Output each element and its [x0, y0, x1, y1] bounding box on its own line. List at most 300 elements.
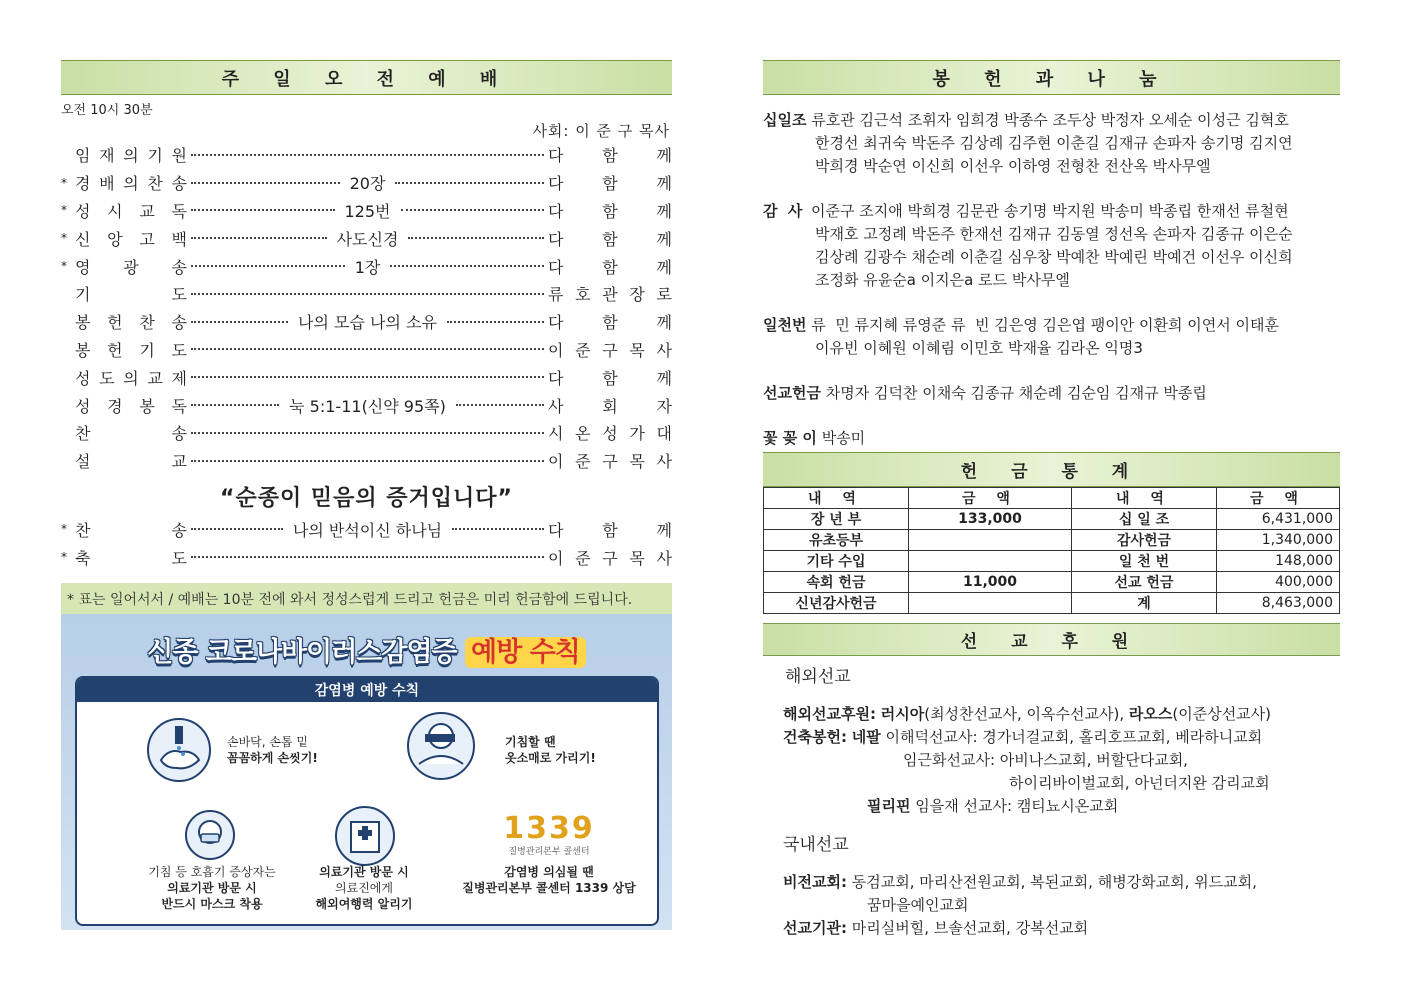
order-who [548, 171, 672, 194]
order-name-char: 고 [139, 229, 155, 249]
poster-card-title: 감염병 예방 수칙 [77, 678, 657, 702]
order-who-char: 목 [629, 548, 645, 568]
tip-callcenter [449, 812, 649, 896]
thanks-line-3: 김상례 김광수 채순례 이춘길 심우창 박예찬 박예린 박예건 이선우 이신희 [815, 248, 1293, 266]
order-who-char: 준 [575, 340, 591, 360]
build-nepal: 네팔 [851, 728, 881, 746]
build-label: 건축봉헌: [783, 728, 847, 746]
stats-cell: 선교 헌금 [1072, 572, 1217, 593]
thanks-line-2: 박재호 고정례 박돈주 한재선 김재규 김동열 정선옥 손파자 김종규 이은순 [815, 225, 1293, 243]
order-who-char: 온 [575, 424, 591, 444]
dot-leader [191, 237, 327, 239]
order-who-char: 함 [602, 368, 618, 388]
order-who-char: 함 [602, 257, 618, 277]
order-detail-text: 나의 반석이신 하나님 [292, 520, 443, 540]
build-line-2: 임근화선교사: 아비나스교회, 버할단다교회, [903, 751, 1188, 769]
order-who-char: 시 [548, 424, 564, 444]
order-row [61, 169, 672, 197]
order-name-char: 앙 [107, 229, 123, 249]
stats-row [764, 530, 1340, 551]
stats-header-cell: 내 역 [1072, 488, 1217, 509]
stats-cell: 400,000 [1217, 572, 1340, 593]
stats-cell: 유초등부 [764, 530, 909, 551]
order-detail [187, 556, 548, 558]
order-star: * [61, 175, 67, 190]
order-star: * [61, 522, 67, 537]
order-who-char: 사 [548, 396, 564, 416]
order-name-char: 신 [75, 229, 91, 249]
order-name-char: 시 [107, 201, 123, 221]
build-phil: 필리핀 [867, 797, 911, 815]
order-who-char: 목 [629, 452, 645, 472]
order-who-char: 다 [548, 257, 564, 277]
dot-leader [452, 528, 544, 530]
order-who-char: 구 [602, 548, 618, 568]
order-name-char: 의 [123, 146, 139, 166]
stats-row [764, 593, 1340, 614]
order-list-closing [61, 516, 672, 572]
order-who-char: 다 [548, 313, 564, 333]
dot-leader [447, 321, 544, 323]
order-name-char: 성 [75, 201, 91, 221]
order-who-char: 사 [656, 452, 672, 472]
order-name-char: 설 [75, 452, 91, 472]
order-name-char: 의 [123, 174, 139, 194]
order-who-char: 다 [548, 146, 564, 166]
tip-mask [137, 864, 287, 912]
dot-leader [390, 265, 544, 267]
order-name-char: 찬 [147, 174, 163, 194]
order-name [75, 421, 187, 444]
order-name-char: 봉 [75, 313, 91, 333]
dot-leader [191, 404, 279, 406]
support-title: 선 교 후 원 [763, 623, 1340, 656]
build-line-1: 이해덕선교사: 경가너걸교회, 홀리호프교회, 베라하니교회 [885, 728, 1263, 746]
order-name-char: 찬 [75, 424, 91, 444]
order-name-char: 원 [171, 146, 187, 166]
order-who-char: 다 [548, 201, 564, 221]
order-row [61, 252, 672, 280]
corona-poster [61, 614, 672, 930]
order-who-char: 성 [602, 424, 618, 444]
offering-title: 봉 헌 과 나 눔 [763, 60, 1340, 95]
order-detail [187, 227, 548, 250]
order-who-char: 준 [575, 452, 591, 472]
order-who [548, 143, 672, 166]
order-star: * [61, 203, 67, 218]
order-name-char: 축 [75, 548, 91, 568]
order-row [61, 363, 672, 391]
thousand-line-2: 이유빈 이혜원 이혜림 이민호 박재율 김라온 익명3 [815, 339, 1143, 357]
order-name [75, 310, 187, 333]
order-name-char: 헌 [107, 313, 123, 333]
overseas-support [783, 703, 1340, 726]
dot-leader [191, 321, 288, 323]
order-detail [187, 310, 548, 333]
tip-hospital-line3: 해외여행력 알리기 [315, 897, 413, 911]
stats-cell: 1,340,000 [1217, 530, 1340, 551]
order-who-char: 구 [602, 340, 618, 360]
order-detail-text: 사도신경 [336, 229, 399, 249]
order-row [61, 543, 672, 571]
stats-cell [909, 551, 1072, 572]
tithe-line-2: 한경선 최귀숙 박돈주 김상례 김주현 이춘길 김재규 손파자 송기명 김지연 [815, 134, 1293, 152]
order-who-char: 사 [656, 548, 672, 568]
dot-leader [191, 209, 335, 211]
dot-leader [191, 460, 544, 462]
order-name [75, 282, 187, 305]
order-who [548, 546, 672, 569]
thanks-label: 감 사 [763, 202, 803, 220]
order-star: * [61, 259, 67, 274]
order-who [548, 282, 672, 305]
order-who [548, 421, 672, 444]
order-who-char: 관 [602, 285, 618, 305]
order-name-char: 재 [99, 146, 115, 166]
order-row [61, 447, 672, 475]
order-name-char: 제 [171, 368, 187, 388]
callcenter-label: 질병관리본부 콜센터 [508, 847, 590, 857]
thanks-line-4: 조정화 유윤순a 이지은a 로드 박사무엘 [815, 271, 1070, 289]
order-name-char: 도 [171, 548, 187, 568]
overseas-title: 해외선교 [785, 667, 851, 687]
overseas-russia: 러시아 [880, 705, 925, 723]
build-philippines [867, 795, 1340, 818]
stats-cell [909, 593, 1072, 614]
order-name-char: 송 [171, 313, 187, 333]
stats-row [764, 572, 1340, 593]
order-detail [187, 171, 548, 194]
order-star: * [61, 550, 67, 565]
order-who-char: 께 [656, 368, 672, 388]
order-who-char: 함 [602, 229, 618, 249]
order-name-char: 경 [107, 396, 123, 416]
order-detail [187, 460, 548, 462]
order-who [548, 338, 672, 361]
stats-header-cell: 내 역 [764, 488, 909, 509]
dot-leader [408, 237, 544, 239]
order-who-char: 함 [602, 201, 618, 221]
order-name-char: 기 [139, 340, 155, 360]
order-who-char: 함 [602, 174, 618, 194]
order-name [75, 394, 187, 417]
order-detail [187, 376, 548, 378]
order-who-char: 사 [656, 340, 672, 360]
order-who-char: 께 [656, 257, 672, 277]
order-name-char: 독 [171, 396, 187, 416]
stats-cell: 133,000 [909, 509, 1072, 530]
build-support [783, 726, 1340, 749]
order-list [61, 141, 672, 475]
flower-list [763, 427, 1340, 450]
order-row [61, 280, 672, 308]
order-name-char: 찬 [75, 520, 91, 540]
handwash-icon [147, 718, 211, 782]
dot-leader [191, 528, 283, 530]
order-name [75, 338, 187, 361]
order-name [75, 546, 187, 569]
order-row [61, 141, 672, 169]
order-who-char: 께 [656, 229, 672, 249]
stats-cell: 기타 수입 [764, 551, 909, 572]
stats-cell: 6,431,000 [1217, 509, 1340, 530]
dot-leader [191, 154, 544, 156]
stats-cell: 속회 헌금 [764, 572, 909, 593]
offering-stats-table [763, 487, 1340, 614]
order-who-char: 로 [656, 285, 672, 305]
order-who-char: 다 [548, 229, 564, 249]
offering-section [763, 60, 1340, 940]
order-name-char: 임 [75, 146, 91, 166]
order-name-char: 도 [171, 285, 187, 305]
stats-cell: 신년감사헌금 [764, 593, 909, 614]
order-who-char: 자 [656, 396, 672, 416]
order-who [548, 255, 672, 278]
tip-cough-line1: 기침할 땐 [505, 735, 556, 749]
agency-label: 선교기관: [783, 919, 847, 937]
order-who-char: 께 [656, 146, 672, 166]
thousand-label: 일천번 [763, 316, 807, 334]
order-who-char: 가 [629, 424, 645, 444]
order-who-char: 장 [629, 285, 645, 305]
stats-cell: 장 년 부 [764, 509, 909, 530]
order-detail [187, 432, 548, 434]
order-name-char: 송 [171, 424, 187, 444]
order-row [61, 197, 672, 225]
order-who-char: 께 [656, 174, 672, 194]
order-name-char: 백 [171, 229, 187, 249]
order-detail [187, 348, 548, 350]
mission-offering-line: 차명자 김덕찬 이채숙 김종규 채순례 김순임 김재규 박종립 [825, 384, 1207, 402]
dot-leader [456, 404, 544, 406]
order-name-char: 찬 [139, 313, 155, 333]
stats-header-cell: 금 액 [909, 488, 1072, 509]
stats-title: 헌 금 통 계 [763, 452, 1340, 487]
order-name [75, 518, 187, 541]
overseas-label: 해외선교후원: [783, 705, 876, 723]
order-who-char: 이 [548, 452, 564, 472]
build-line-4: 임을재 선교사: 캠티뇨시온교회 [915, 797, 1119, 815]
order-name [75, 171, 187, 194]
thousand-line-1: 류 민 류지혜 류영준 류 빈 김은영 김은엽 팽이안 이환희 이연서 이태훈 [811, 316, 1279, 334]
stats-header-row [764, 488, 1340, 509]
order-name [75, 449, 187, 472]
poster-title-main: 신종 코로나바이러스감염증 [147, 637, 457, 668]
order-name [75, 255, 187, 278]
order-row [61, 516, 672, 544]
order-who-char: 대 [656, 424, 672, 444]
build-line-3: 하이리바이벌교회, 아넌더지완 감리교회 [1009, 774, 1270, 792]
order-who [548, 227, 672, 250]
order-name-char: 성 [75, 368, 91, 388]
mission-agencies [783, 917, 1340, 940]
order-who-char: 목 [629, 340, 645, 360]
mission-offering-list [763, 382, 1340, 405]
stats-cell: 8,463,000 [1217, 593, 1340, 614]
tip-mask-line1: 기침 등 호흡기 증상자는 [148, 865, 276, 879]
order-name-char: 배 [99, 174, 115, 194]
poster-card [75, 676, 659, 926]
order-who-char: 함 [602, 313, 618, 333]
order-who [548, 199, 672, 222]
overseas-laos-detail: (이준상선교사) [1172, 705, 1272, 723]
flower-line: 박송미 [821, 429, 866, 447]
worship-section [61, 60, 672, 571]
order-who-char: 이 [548, 340, 564, 360]
tip-callcenter-line2: 질병관리본부 콜센터 1339 상담 [462, 881, 636, 895]
order-who-char: 다 [548, 520, 564, 540]
order-who [548, 518, 672, 541]
callcenter-number: 1339 [503, 811, 595, 846]
flower-label: 꽃 꽂 이 [763, 429, 817, 447]
order-who-char: 회 [602, 396, 618, 416]
order-name-char: 송 [171, 257, 187, 277]
agency-line: 마리실버힐, 브솔선교회, 강복선교회 [851, 919, 1089, 937]
worship-title: 주 일 오 전 예 배 [61, 60, 672, 95]
stats-row [764, 551, 1340, 572]
order-who-char: 다 [548, 174, 564, 194]
order-who-char: 께 [656, 313, 672, 333]
tip-hospital [289, 864, 439, 912]
order-row [61, 308, 672, 336]
order-who [548, 366, 672, 389]
tip-handwash-line1: 손바닥, 손톱 밑 [227, 735, 308, 749]
tithe-list [763, 109, 1340, 178]
sermon-title: “순종이 믿음의 증거입니다” [219, 485, 513, 511]
order-star: * [61, 231, 67, 246]
stats-cell [909, 530, 1072, 551]
order-who-char: 준 [575, 548, 591, 568]
order-name-char: 교 [147, 368, 163, 388]
order-row [61, 336, 672, 364]
order-detail [187, 394, 548, 417]
poster-title [61, 630, 672, 669]
order-who [548, 394, 672, 417]
order-who [548, 310, 672, 333]
tithe-label: 십일조 [763, 111, 807, 129]
tithe-line-1: 류호관 김근석 조휘자 임희경 박종수 조두상 박정자 오세순 이성근 김혁호 [811, 111, 1289, 129]
order-detail-text: 20장 [349, 174, 386, 194]
domestic-title: 국내선교 [783, 835, 849, 855]
tip-handwash-line2: 꼼꼼하게 손씻기! [227, 751, 318, 765]
order-who-char: 께 [656, 201, 672, 221]
stats-row [764, 509, 1340, 530]
order-name-char: 교 [171, 452, 187, 472]
mission-offering-label: 선교헌금 [763, 384, 821, 402]
tip-mask-line2: 의료기관 방문 시 [167, 881, 257, 895]
order-detail [187, 518, 548, 541]
stats-cell: 148,000 [1217, 551, 1340, 572]
order-name-char: 경 [75, 174, 91, 194]
worship-leader: 사회: 이 준 구 목사 [532, 122, 670, 140]
tip-hospital-line2: 의료진에게 [335, 881, 393, 895]
order-detail [187, 255, 548, 278]
order-who-char: 함 [602, 146, 618, 166]
order-name-char: 영 [75, 257, 91, 277]
overseas-laos: 라오스 [1128, 705, 1173, 723]
order-detail-text: 125번 [344, 201, 391, 221]
tip-cough [505, 734, 596, 766]
dot-leader [191, 293, 544, 295]
dot-leader [401, 209, 545, 211]
order-who [548, 449, 672, 472]
thousand-list [763, 314, 1340, 360]
stats-body [764, 509, 1340, 614]
tip-handwash [227, 734, 318, 766]
worship-note: * 표는 일어서서 / 예배는 10분 전에 와서 정성스럽게 드리고 헌금은 미리 헌금함에 드립니다. [61, 583, 672, 614]
poster-title-highlight: 예방 수칙 [465, 637, 586, 668]
order-name [75, 227, 187, 250]
order-name-char: 기 [75, 285, 91, 305]
dot-leader [191, 376, 544, 378]
order-name [75, 366, 187, 389]
hospital-icon [335, 806, 395, 866]
vision-line-1: 동검교회, 마리산전원교회, 복된교회, 해병강화교회, 위드교회, [851, 873, 1257, 891]
order-name-char: 교 [139, 201, 155, 221]
tip-callcenter-line1: 감염병 의심될 땐 [504, 865, 594, 879]
order-who-char: 호 [575, 285, 591, 305]
order-name-char: 봉 [139, 396, 155, 416]
tip-cough-line2: 옷소매로 가리기! [505, 751, 596, 765]
order-row [61, 419, 672, 447]
order-name-char: 헌 [107, 340, 123, 360]
order-who-char: 이 [548, 548, 564, 568]
order-name-char: 광 [123, 257, 139, 277]
dot-leader [395, 182, 544, 184]
stats-cell: 일 천 번 [1072, 551, 1217, 572]
thanks-list [763, 200, 1340, 292]
order-detail-text: 눅 5:1-11(신약 95쪽) [289, 396, 446, 416]
tip-hospital-line1: 의료기관 방문 시 [319, 865, 409, 879]
mask-icon [185, 810, 235, 860]
order-who-char: 다 [548, 368, 564, 388]
dot-leader [191, 556, 544, 558]
order-name-char: 도 [99, 368, 115, 388]
order-detail-text: 나의 모습 나의 소유 [298, 313, 437, 333]
order-who-char: 구 [602, 452, 618, 472]
order-name-char: 봉 [75, 340, 91, 360]
vision-line-2: 꿈마을예인교회 [867, 896, 969, 914]
order-detail [187, 293, 548, 295]
order-name-char: 기 [147, 146, 163, 166]
order-name-char: 독 [171, 201, 187, 221]
stats-cell: 십 일 조 [1072, 509, 1217, 530]
order-detail [187, 154, 548, 156]
order-name [75, 143, 187, 166]
stats-cell: 11,000 [909, 572, 1072, 593]
tip-mask-line3: 반드시 마스크 착용 [161, 897, 263, 911]
order-row [61, 224, 672, 252]
order-name [75, 199, 187, 222]
vision-label: 비전교회: [783, 873, 847, 891]
dot-leader [191, 182, 340, 184]
overseas-russia-detail: (최성찬선교사, 이옥수선교사), [924, 705, 1125, 723]
worship-time: 오전 10시 30분 [61, 103, 153, 118]
dot-leader [191, 348, 544, 350]
order-name-char: 도 [171, 340, 187, 360]
stats-header-cell: 금 액 [1217, 488, 1340, 509]
dot-leader [191, 432, 544, 434]
order-name-char: 송 [171, 520, 187, 540]
cough-icon [407, 712, 475, 780]
stats-cell: 계 [1072, 593, 1217, 614]
order-detail-text: 1장 [354, 257, 381, 277]
order-who-char: 류 [548, 285, 564, 305]
order-name-char: 성 [75, 396, 91, 416]
order-detail [187, 199, 548, 222]
order-name-char: 의 [123, 368, 139, 388]
vision-churches [783, 871, 1340, 894]
